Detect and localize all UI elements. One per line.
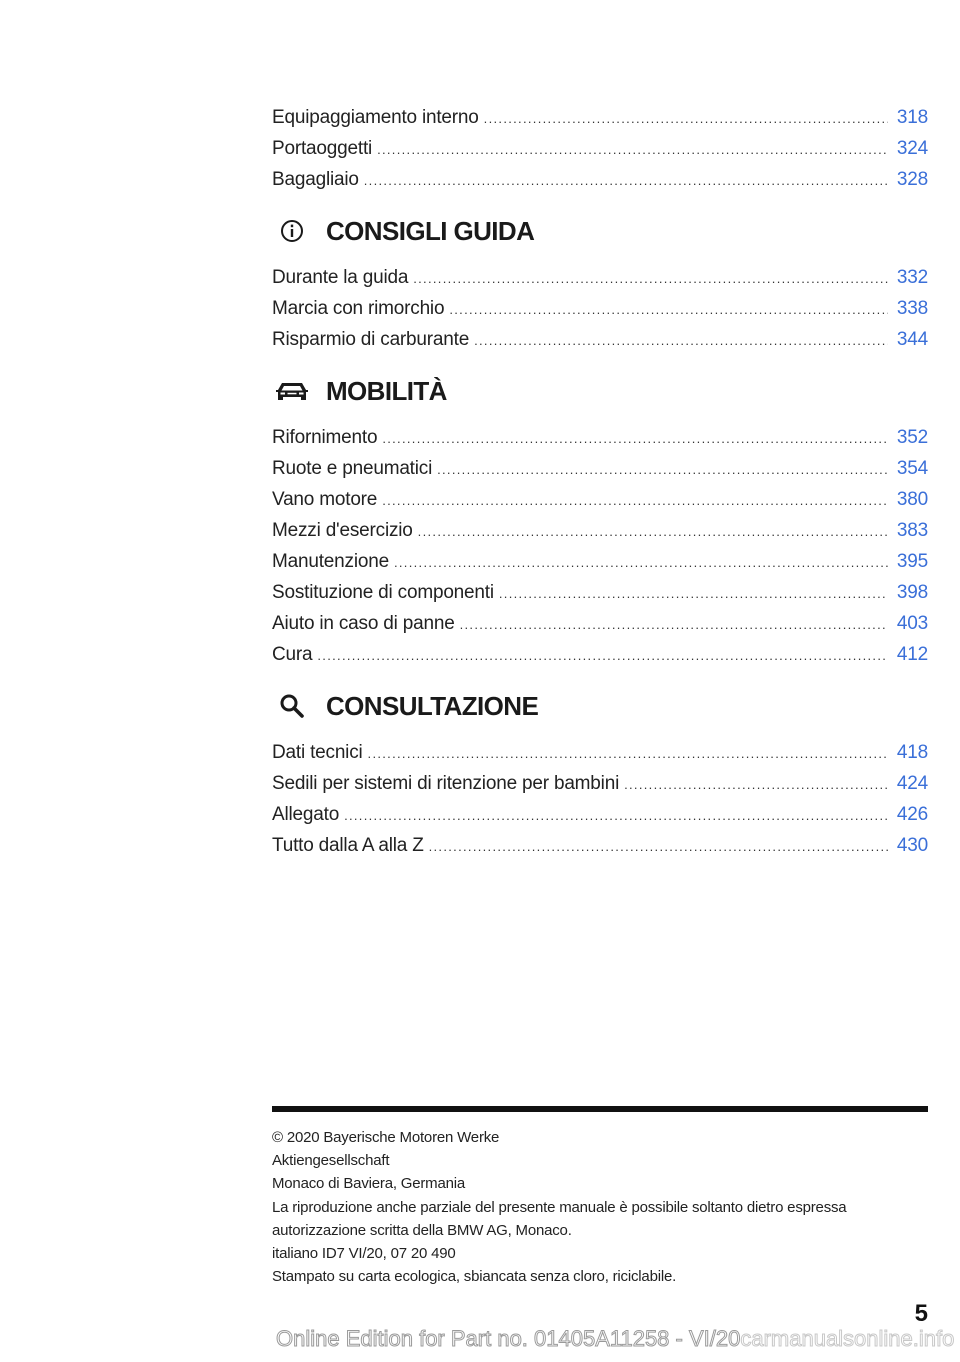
toc-entry-page[interactable]: 354	[896, 458, 928, 479]
toc-entry-page[interactable]: 430	[896, 835, 928, 856]
toc-entry-label: Equipaggiamento interno	[272, 107, 479, 128]
leader-dots	[317, 642, 888, 670]
leader-dots	[474, 327, 888, 355]
toc-entry-page[interactable]: 332	[896, 267, 928, 288]
leader-dots	[449, 296, 888, 324]
toc-entry-page[interactable]: 328	[896, 169, 928, 190]
toc-entry-page[interactable]: 424	[896, 773, 928, 794]
leader-dots	[377, 136, 888, 164]
section-title: CONSULTAZIONE	[326, 690, 539, 721]
toc-entry-label: Cura	[272, 644, 313, 665]
leader-dots	[499, 580, 888, 608]
leader-dots	[460, 611, 888, 639]
toc-entry-label: Allegato	[272, 804, 340, 825]
section-header-consultazione	[272, 684, 928, 728]
toc-entry[interactable]	[272, 166, 928, 197]
leader-dots	[394, 549, 888, 577]
leader-dots	[382, 425, 888, 453]
toc-entry-label: Durante la guida	[272, 267, 409, 288]
toc-entry[interactable]	[272, 455, 928, 486]
toc-entry-page[interactable]: 395	[896, 551, 928, 572]
toc-entry[interactable]	[272, 517, 928, 548]
search-icon	[272, 684, 312, 728]
imprint-line: Stampato su carta ecologica, sbiancata senza cloro, riciclabile.	[272, 1268, 677, 1286]
toc-entry-page[interactable]: 383	[896, 520, 928, 541]
imprint-line: © 2020 Bayerische Motoren Werke	[272, 1129, 500, 1146]
toc-entry-label: Marcia con rimorchio	[272, 298, 445, 319]
page-number: 5	[914, 1300, 928, 1327]
toc-entry-page[interactable]: 398	[896, 582, 928, 603]
toc-entry[interactable]	[272, 135, 928, 166]
leader-dots	[624, 771, 888, 799]
section-title: CONSIGLI GUIDA	[326, 215, 535, 246]
toc-entry[interactable]	[272, 610, 928, 641]
toc-entry-label: Aiuto in caso di panne	[272, 613, 455, 634]
toc-entry-label: Rifornimento	[272, 427, 378, 448]
leader-dots	[382, 487, 888, 515]
online-edition-footer	[276, 1326, 954, 1352]
toc-entry-label: Dati tecnici	[272, 742, 363, 763]
toc-entry-label: Sedili per sistemi di ritenzione per bambini	[272, 773, 620, 794]
imprint-divider	[272, 1106, 928, 1112]
imprint-line: italiano ID7 VI/20, 07 20 490	[272, 1245, 456, 1263]
imprint-line: La riproduzione anche parziale del presente manuale è possibile soltanto dietro espressa	[272, 1198, 847, 1216]
toc-entry[interactable]	[272, 424, 928, 455]
imprint-block	[272, 1126, 912, 1288]
leader-dots	[418, 518, 888, 546]
table-of-contents	[272, 104, 928, 863]
toc-entry[interactable]	[272, 770, 928, 801]
toc-entry-page[interactable]: 418	[896, 742, 928, 763]
toc-entry[interactable]	[272, 801, 928, 832]
toc-entry[interactable]	[272, 295, 928, 326]
toc-entry-label: Sostituzione di componenti	[272, 582, 494, 603]
toc-entry-page[interactable]: 318	[896, 107, 928, 128]
toc-entry[interactable]	[272, 264, 928, 295]
imprint-line: Monaco di Baviera, Germania	[272, 1175, 466, 1193]
toc-entry-label: Ruote e pneumatici	[272, 458, 433, 479]
toc-entry[interactable]	[272, 739, 928, 770]
toc-entry-label: Vano motore	[272, 489, 378, 510]
toc-entry[interactable]	[272, 548, 928, 579]
toc-entry-page[interactable]: 412	[896, 644, 928, 665]
imprint-line: autorizzazione scritta della BMW AG, Monaco.	[272, 1221, 572, 1239]
toc-entry-page[interactable]: 352	[896, 427, 928, 448]
toc-entry-label: Bagagliaio	[272, 169, 359, 190]
watermark-text: carmanualsonline.info	[740, 1326, 955, 1351]
section-title: MOBILITÀ	[326, 375, 447, 406]
toc-entry-label: Mezzi d'esercizio	[272, 520, 413, 541]
toc-entry-page[interactable]: 324	[896, 138, 928, 159]
toc-entry-page[interactable]: 403	[896, 613, 928, 634]
toc-entry-label: Risparmio di carburante	[272, 329, 470, 350]
leader-dots	[364, 167, 888, 195]
car-icon	[272, 369, 312, 413]
leader-dots	[368, 740, 888, 768]
toc-entry-label: Tutto dalla A alla Z	[272, 835, 424, 856]
leader-dots	[344, 802, 888, 830]
toc-entry-page[interactable]: 338	[896, 298, 928, 319]
toc-entry-page[interactable]: 426	[896, 804, 928, 825]
toc-entry[interactable]	[272, 104, 928, 135]
imprint-line: Aktiengesellschaft	[272, 1152, 390, 1170]
info-icon	[272, 209, 312, 253]
leader-dots	[429, 833, 888, 861]
toc-entry-label: Manutenzione	[272, 551, 389, 572]
leader-dots	[437, 456, 888, 484]
toc-entry-page[interactable]: 344	[896, 329, 928, 350]
leader-dots	[484, 105, 888, 133]
section-header-mobilita	[272, 369, 928, 413]
leader-dots	[413, 265, 888, 293]
toc-entry[interactable]	[272, 486, 928, 517]
toc-entry-label: Portaoggetti	[272, 138, 373, 159]
edition-text: Online Edition for Part no. 01405A11258 - VI/20	[276, 1326, 741, 1351]
toc-entry[interactable]	[272, 641, 928, 672]
toc-entry[interactable]	[272, 579, 928, 610]
toc-entry[interactable]	[272, 326, 928, 357]
section-header-consigli-guida	[272, 209, 928, 253]
toc-entry[interactable]	[272, 832, 928, 863]
toc-entry-page[interactable]: 380	[896, 489, 928, 510]
